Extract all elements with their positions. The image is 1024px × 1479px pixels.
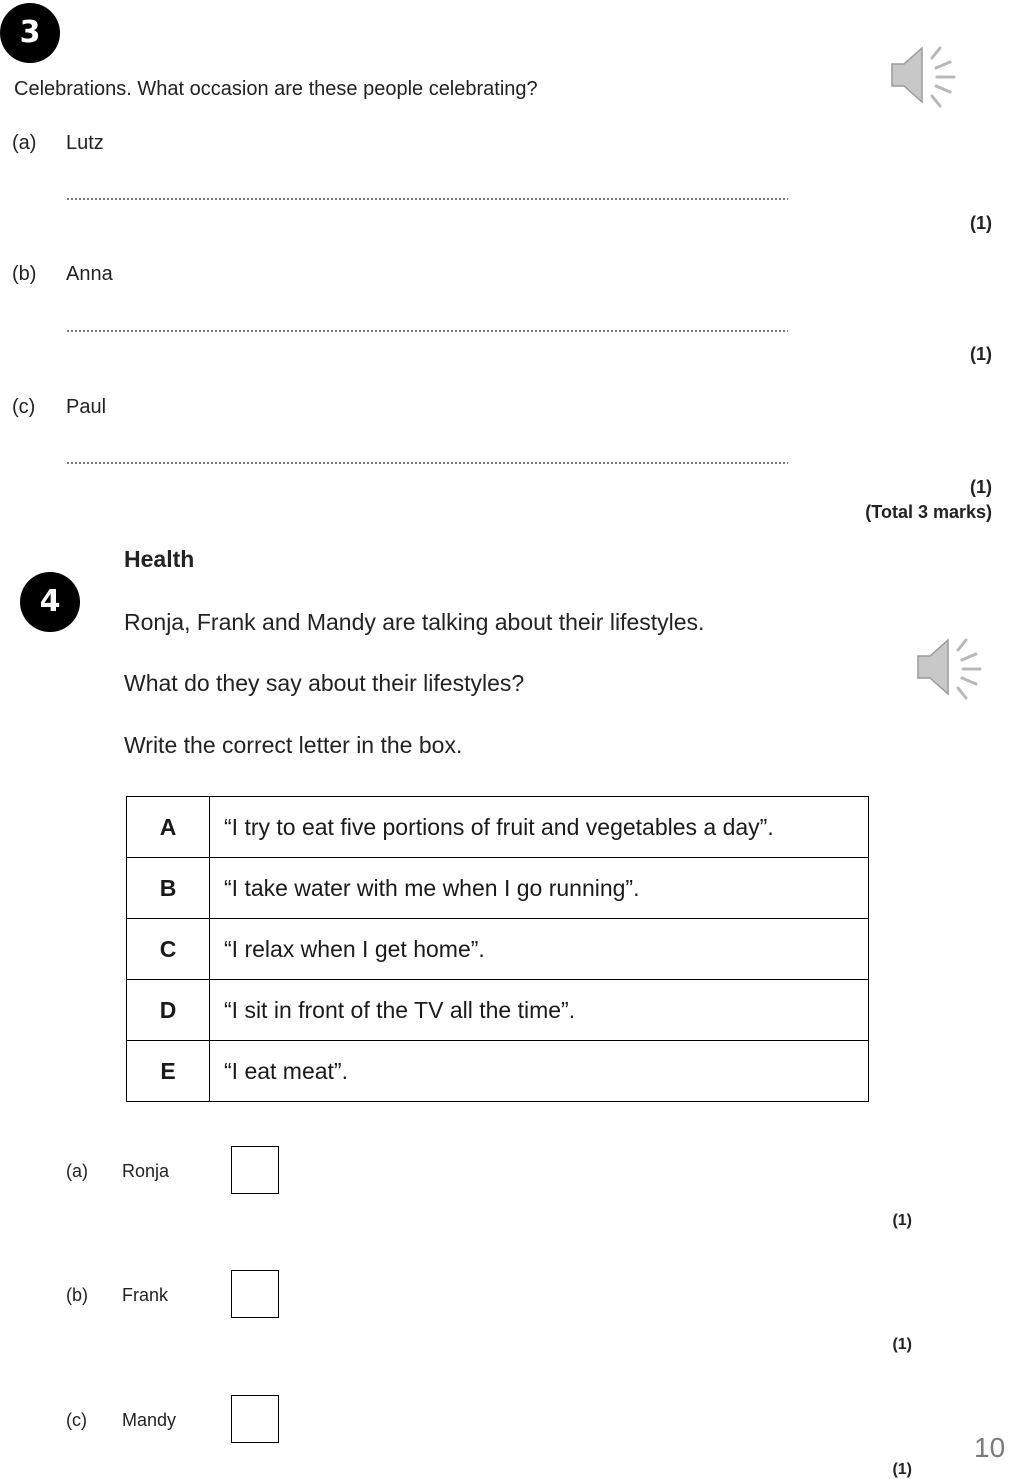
question-instruction: Write the correct letter in the box. xyxy=(124,732,463,758)
option-letter: A xyxy=(127,797,210,858)
mark-label: (1) xyxy=(892,1212,912,1229)
item-letter: (a) xyxy=(66,1161,88,1181)
answer-line[interactable] xyxy=(66,197,788,201)
speaker-icon[interactable] xyxy=(888,40,958,110)
question-number-badge: 3 xyxy=(0,3,60,63)
answer-box[interactable] xyxy=(231,1395,279,1443)
option-text: “I sit in front of the TV all the time”. xyxy=(210,980,869,1041)
item-letter: (b) xyxy=(12,263,37,285)
question-intro: Ronja, Frank and Mandy are talking about their lifestyles. xyxy=(124,609,705,635)
item-name: Paul xyxy=(66,396,107,418)
item-name: Mandy xyxy=(122,1410,177,1430)
mark-label: (1) xyxy=(892,1336,912,1353)
answer-line[interactable] xyxy=(66,461,788,465)
item-name: Ronja xyxy=(122,1161,170,1181)
answer-box[interactable] xyxy=(231,1146,279,1194)
table-row xyxy=(127,1041,869,1102)
mark-label: (1) xyxy=(892,1461,912,1478)
question-number-badge: 4 xyxy=(20,572,80,632)
mark-label: (1) xyxy=(970,213,992,233)
answer-box[interactable] xyxy=(231,1270,279,1318)
table-row xyxy=(127,919,869,980)
total-marks: (Total 3 marks) xyxy=(865,502,992,522)
answer-line[interactable] xyxy=(66,329,788,333)
option-text: “I relax when I get home”. xyxy=(210,919,869,980)
option-text: “I take water with me when I go running”. xyxy=(210,858,869,919)
item-letter: (a) xyxy=(12,132,37,154)
item-letter: (c) xyxy=(12,396,36,418)
page-number: 10 xyxy=(974,1432,1006,1463)
mark-label: (1) xyxy=(970,477,992,497)
mark-label: (1) xyxy=(970,344,992,364)
section-title: Health xyxy=(124,546,195,572)
option-letter: B xyxy=(127,858,210,919)
table-row xyxy=(127,980,869,1041)
speaker-icon[interactable] xyxy=(914,632,984,702)
item-name: Frank xyxy=(122,1285,169,1305)
item-name: Lutz xyxy=(66,132,104,154)
options-table xyxy=(126,796,869,1102)
option-letter: E xyxy=(127,1041,210,1102)
item-name: Anna xyxy=(66,263,113,285)
option-letter: C xyxy=(127,919,210,980)
option-text: “I try to eat five portions of fruit and vegetables a day”. xyxy=(210,797,869,858)
question-prompt: Celebrations. What occasion are these people celebrating? xyxy=(14,78,538,100)
option-text: “I eat meat”. xyxy=(210,1041,869,1102)
table-row xyxy=(127,797,869,858)
option-letter: D xyxy=(127,980,210,1041)
item-letter: (c) xyxy=(66,1410,87,1430)
table-row xyxy=(127,858,869,919)
question-text: What do they say about their lifestyles? xyxy=(124,670,525,696)
item-letter: (b) xyxy=(66,1285,88,1305)
